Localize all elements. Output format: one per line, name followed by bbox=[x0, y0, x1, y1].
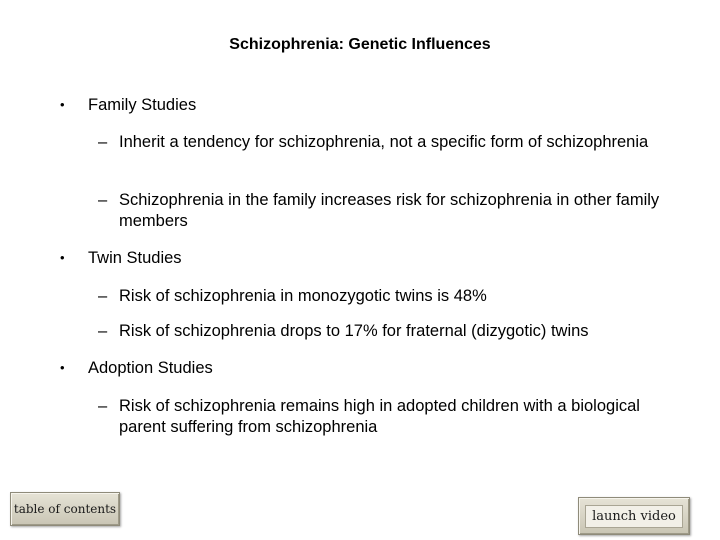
bullet-family-studies bbox=[60, 95, 197, 115]
table-of-contents-button[interactable] bbox=[10, 492, 120, 526]
bullet-heading: Adoption Studies bbox=[88, 359, 213, 377]
bullet-heading: Twin Studies bbox=[88, 249, 182, 267]
sub-bullet-text: Risk of schizophrenia in monozygotic twins is 48% bbox=[119, 287, 487, 305]
bullet-dot: • bbox=[60, 250, 65, 265]
sub-bullet-text: Inherit a tendency for schizophrenia, not a specific form of schizophrenia bbox=[119, 133, 649, 151]
sub-bullet-text: Risk of schizophrenia remains high in adopted children with a biological parent suffering from schizophrenia bbox=[119, 397, 640, 436]
bullet-heading: Family Studies bbox=[88, 96, 197, 114]
sub-bullet bbox=[98, 321, 678, 342]
sub-bullet bbox=[98, 396, 678, 438]
sub-bullet bbox=[98, 132, 678, 153]
sub-bullet bbox=[98, 286, 678, 307]
launch-video-label: launch video bbox=[585, 505, 683, 528]
dash-marker: – bbox=[98, 191, 108, 209]
slide-title: Schizophrenia: Genetic Influences bbox=[229, 36, 491, 53]
table-of-contents-label: table of contents bbox=[13, 502, 117, 516]
bullet-dot: • bbox=[60, 360, 65, 375]
launch-video-button[interactable] bbox=[578, 497, 690, 535]
dash-marker: – bbox=[98, 322, 108, 340]
sub-bullet-text: Risk of schizophrenia drops to 17% for fraternal (dizygotic) twins bbox=[119, 322, 589, 340]
sub-bullet-text: Schizophrenia in the family increases risk for schizophrenia in other family members bbox=[119, 191, 660, 230]
dash-marker: – bbox=[98, 397, 108, 415]
dash-marker: – bbox=[98, 287, 108, 305]
bullet-adoption-studies bbox=[60, 358, 213, 378]
sub-bullet bbox=[98, 190, 678, 232]
bullet-dot: • bbox=[60, 97, 65, 112]
bullet-twin-studies bbox=[60, 248, 182, 268]
dash-marker: – bbox=[98, 133, 108, 151]
